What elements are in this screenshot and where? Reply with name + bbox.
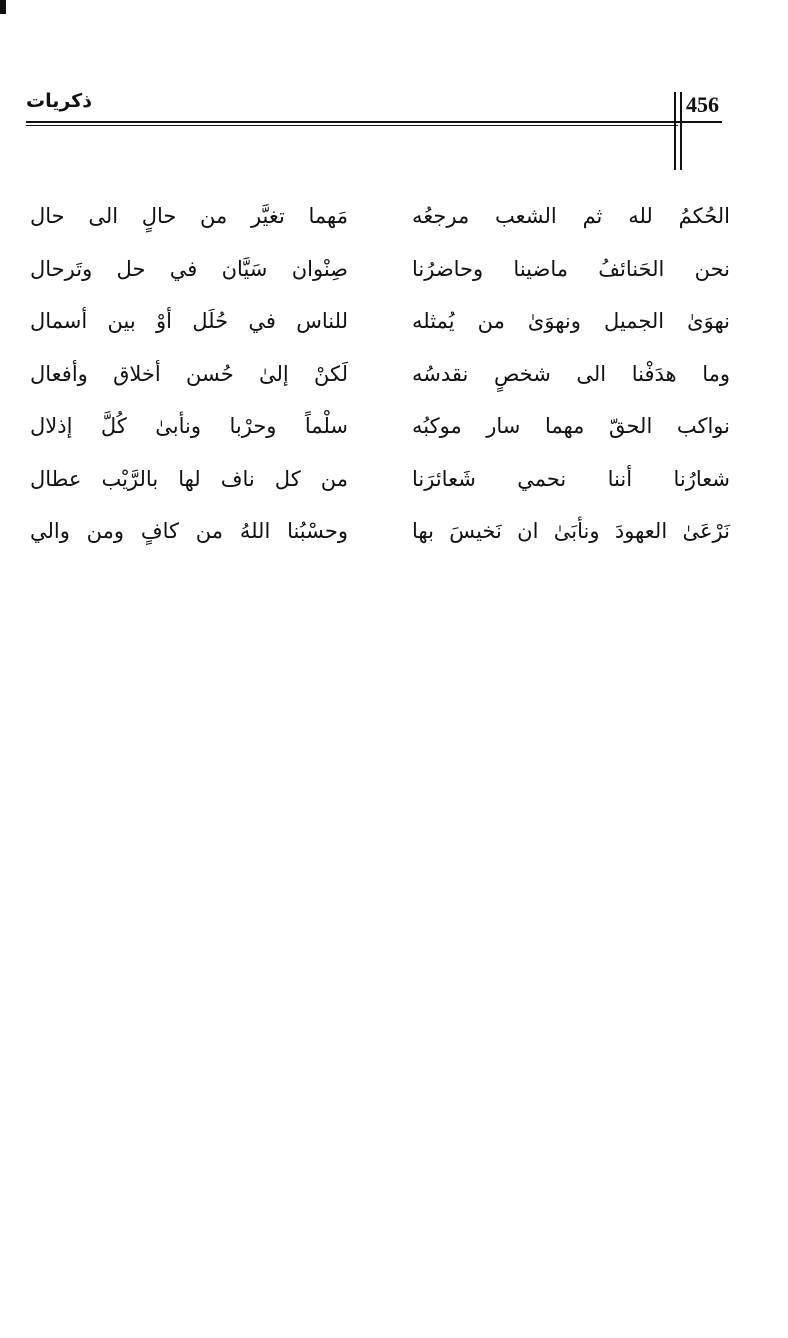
header-rule-thin bbox=[26, 125, 678, 126]
verse-first-hemistich: نهوَىٰ الجميل ونهوَىٰ من يُمثله bbox=[412, 309, 730, 334]
verse-second-hemistich: للناس في حُلَل أوْ بين أسمال bbox=[30, 309, 348, 334]
verse bbox=[30, 400, 730, 453]
page-number: 456 bbox=[686, 92, 719, 117]
page-number-bar-right bbox=[680, 92, 682, 170]
verse bbox=[30, 295, 730, 348]
header-rule bbox=[26, 121, 722, 123]
verse-second-hemistich: مَهما تغيَّر من حالٍ الى حال bbox=[30, 204, 348, 229]
running-title: ذكريات bbox=[26, 90, 92, 112]
verse bbox=[30, 453, 730, 506]
verse-second-hemistich: من كل ناف لها بالرَّيْب عطال bbox=[30, 466, 348, 491]
verse bbox=[30, 348, 730, 401]
verse-second-hemistich: وحسْبُنا اللهُ من كافٍ ومن والي bbox=[30, 519, 348, 544]
verse-second-hemistich: لَكنْ إلىٰ حُسن أخلاق وأفعال bbox=[30, 361, 348, 386]
verse bbox=[30, 243, 730, 296]
verse-first-hemistich: نَرْعَىٰ العهودَ ونأبَىٰ ان نَخيسَ بها bbox=[412, 519, 730, 544]
verse-second-hemistich: سلْماً وحرْبا ونأبىٰ كُلَّ إذلال bbox=[30, 414, 348, 439]
verse-first-hemistich: وما هدَفْنا الى شخصٍ نقدسُه bbox=[412, 361, 730, 386]
verse-first-hemistich: نحن الحَنائفُ ماضينا وحاضرُنا bbox=[412, 256, 730, 281]
verse-second-hemistich: صِنْوان سَيَّان في حل وتَرحال bbox=[30, 256, 348, 281]
verse bbox=[30, 190, 730, 243]
verse bbox=[30, 505, 730, 558]
verse-first-hemistich: نواكب الحقّ مهما سار موكبُه bbox=[412, 414, 730, 439]
poem bbox=[30, 190, 730, 558]
verse-first-hemistich: الحُكمُ لله ثم الشعب مرجعُه bbox=[412, 204, 730, 229]
verse-first-hemistich: شعارُنا أننا نحمي شَعائرَنا bbox=[412, 466, 730, 491]
page-number-bar-left bbox=[674, 92, 676, 170]
corner-scan-mark bbox=[0, 0, 6, 14]
